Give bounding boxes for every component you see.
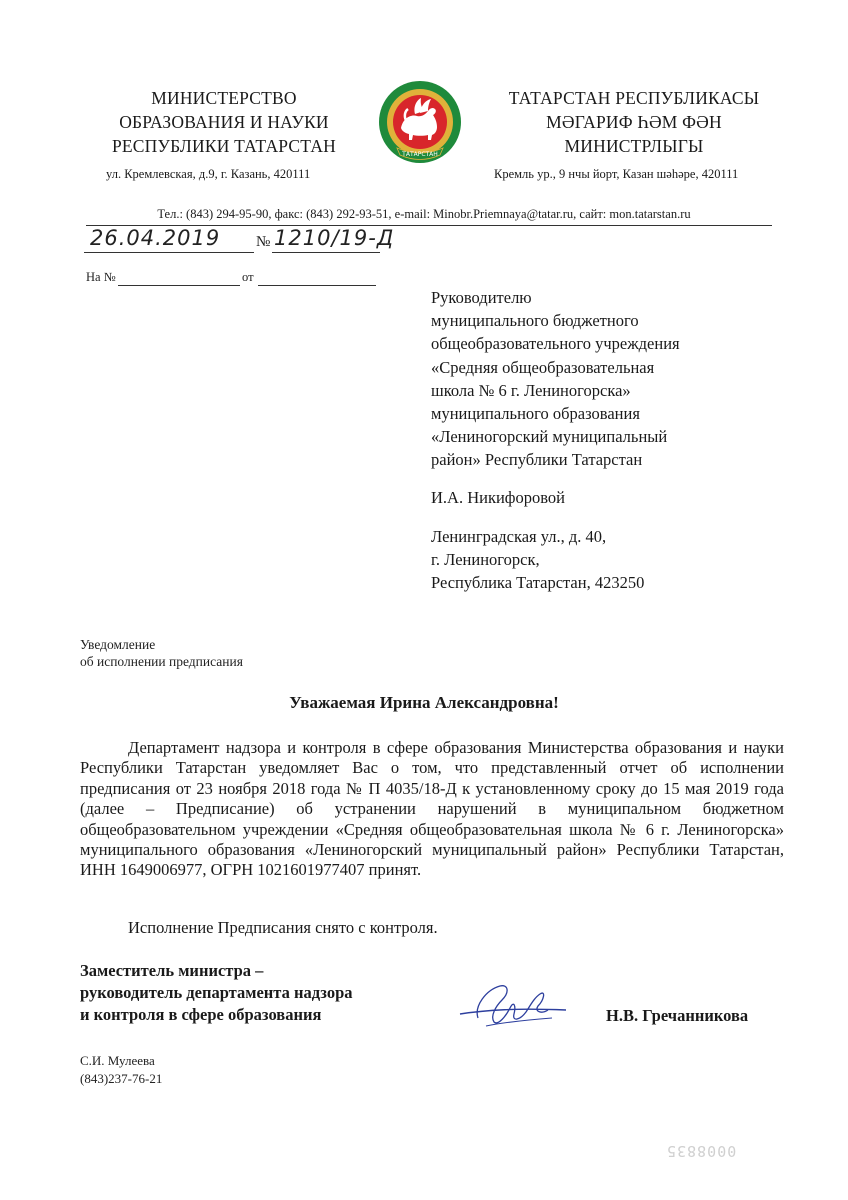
scan-serial-mark: 0008835 <box>665 1142 736 1160</box>
ministry-name-ru-line: МИНИСТЕРСТВО <box>151 88 297 108</box>
recipient-address-line: г. Лениногорск, <box>431 550 540 570</box>
ministry-name-ru <box>96 86 352 158</box>
signatory-position-line: Заместитель министра – <box>80 961 264 980</box>
recipient-line: муниципального образования <box>431 404 640 424</box>
recipient-line: школа № 6 г. Лениногорска» <box>431 380 631 400</box>
ministry-name-tt-line: ТАТАРСТАН РЕСПУБЛИКАСЫ <box>508 88 760 108</box>
body-paragraph: Департамент надзора и контроля в сфере образования Министерства образования и науки Республики Татарстан уведомляет Вас о том, что представленный отчет об исполнении предписания от 23 ноября 2018 года № П 4035/18-Д к установленному сроку до 15 мая 2019 года (далее – Предписание) об устранении нарушений в муниципальном бюджетном общеобразовательном учреждении «Средняя общеобразовательная школа № 6 г. Лениногорска» муниципального образования «Лениногорский муниципальный район» Республики Татарстан, ИНН 1649006977, ОГРН 1021601977407 принят. <box>80 738 784 880</box>
ministry-name-tt-line: МИНИСТРЛЫГЫ <box>564 136 704 156</box>
handwritten-signature <box>456 976 580 1036</box>
ministry-address-tt: Кремль ур., 9 нчы йорт, Казан шәһәре, 420111 <box>494 167 739 181</box>
recipient-line: Руководителю <box>431 288 532 307</box>
recipient-line: «Средняя общеобразовательная <box>431 357 655 377</box>
on-number-underline <box>118 285 240 286</box>
outgoing-date: 26.04.2019 <box>90 226 221 250</box>
ministry-address-ru: ул. Кремлевская, д.9, г. Казань, 420111 <box>106 167 311 181</box>
on-number-label: На № <box>86 270 116 284</box>
date-underline <box>84 252 254 253</box>
outgoing-number: 1210/19-Д <box>274 226 395 250</box>
tatarstan-emblem <box>377 78 463 166</box>
number-sign: № <box>256 234 271 250</box>
signatory-name: Н.В. Гречанникова <box>606 1006 749 1025</box>
number-underline <box>272 252 380 253</box>
subject-line: об исполнении предписания <box>80 654 243 669</box>
contacts-line: Тел.: (843) 294-95-90, факс: (843) 292-93-51, e-mail: Minobr.Priemnaya@tatar.ru, сайт: mon.tatarstan.ru <box>157 207 691 221</box>
recipient-line: муниципального бюджетного <box>431 311 639 331</box>
signatory-position <box>80 960 353 1026</box>
emblem-ribbon-text: ТАТАРСТАН <box>402 151 438 158</box>
recipient-address <box>431 525 644 595</box>
recipient-address-line: Республика Татарстан, 423250 <box>431 573 645 593</box>
signatory-position-line: руководитель департамента надзора <box>80 983 353 1002</box>
ministry-name-tt-line: МӘГАРИФ ҺӘМ ФӘН <box>546 112 722 132</box>
subject <box>80 636 243 670</box>
from-underline <box>258 285 376 286</box>
ministry-name-tt <box>490 86 778 158</box>
executor-phone: (843)237-76-21 <box>80 1071 163 1086</box>
recipient-line: «Лениногорский муниципальный <box>431 427 668 447</box>
recipient-block <box>431 286 680 472</box>
salutation: Уважаемая Ирина Александровна! <box>289 693 559 712</box>
executor <box>80 1052 162 1088</box>
ministry-name-ru-line: ОБРАЗОВАНИЯ И НАУКИ <box>119 112 329 132</box>
subject-line: Уведомление <box>80 637 156 652</box>
from-label: от <box>242 270 254 284</box>
executor-name: С.И. Мулеева <box>80 1053 155 1068</box>
recipient-line: общеобразовательного учреждения <box>431 334 680 354</box>
recipient-line: район» Республики Татарстан <box>431 450 643 470</box>
recipient-address-line: Ленинградская ул., д. 40, <box>431 527 607 546</box>
ministry-name-ru-line: РЕСПУБЛИКИ ТАТАРСТАН <box>111 136 336 156</box>
body-paragraph: Исполнение Предписания снято с контроля. <box>128 918 438 937</box>
signatory-position-line: и контроля в сфере образования <box>80 1005 322 1024</box>
recipient-name: И.А. Никифоровой <box>431 488 565 507</box>
